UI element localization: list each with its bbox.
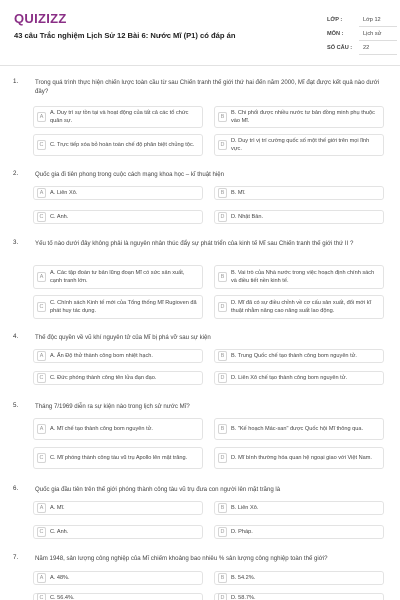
- worksheet-header: [0, 0, 400, 66]
- option-text: B. 54.2%.: [231, 575, 256, 581]
- option-letter-badge: A: [37, 188, 46, 198]
- option-c[interactable]: [33, 593, 203, 600]
- option-b[interactable]: [214, 349, 384, 363]
- option-letter-badge: A: [37, 424, 46, 434]
- option-c[interactable]: [33, 134, 203, 156]
- option-a[interactable]: [33, 418, 203, 440]
- meta-underline: [359, 26, 397, 27]
- option-b[interactable]: [214, 186, 384, 200]
- option-a[interactable]: [33, 571, 203, 585]
- quizizz-logo: QUIZIZZ: [14, 11, 67, 26]
- question-text: Yếu tố nào dưới đây không phải là nguyên nhân thúc đẩy sự phát triển của kinh tế Mĩ sau Chiến tranh thế giới thứ II ?: [35, 240, 354, 247]
- option-letter-badge: D: [218, 593, 227, 600]
- option-letter-badge: B: [218, 503, 227, 513]
- option-text: C. Anh.: [50, 529, 69, 535]
- option-b[interactable]: [214, 265, 384, 289]
- option-text: D. 58.7%.: [231, 595, 256, 600]
- option-letter-badge: A: [37, 351, 46, 361]
- option-letter-badge: C: [37, 373, 46, 383]
- option-letter-badge: D: [218, 527, 227, 537]
- option-letter-badge: C: [37, 140, 46, 150]
- option-text: C. Anh.: [50, 214, 69, 220]
- option-a[interactable]: [33, 501, 203, 515]
- option-letter-badge: C: [37, 453, 46, 463]
- option-letter-badge: A: [37, 573, 46, 583]
- option-text: A. 48%.: [50, 575, 70, 581]
- option-text: A. Duy trì sự tồn tại và hoạt động của tất cả các tổ chức quân sự.: [50, 110, 189, 124]
- option-text: B. Vai trò của Nhà nước trong việc hoạch định chính sách và điều tiết nền kinh tế.: [231, 270, 375, 284]
- option-d[interactable]: [214, 295, 384, 319]
- question-number: 2.: [13, 170, 19, 177]
- option-d[interactable]: [214, 593, 384, 600]
- option-letter-badge: B: [218, 112, 227, 122]
- meta-value: 22: [363, 45, 370, 51]
- option-letter-badge: C: [37, 593, 46, 600]
- option-text: B. "Kế hoạch Mác-san" được Quốc hội Mĩ thông qua.: [231, 426, 364, 432]
- option-text: B. Trung Quốc chế tạo thành công bom nguyên tử.: [231, 353, 357, 359]
- option-text: A. Liên Xô.: [50, 190, 78, 196]
- option-text: B. Mĩ.: [231, 190, 246, 196]
- option-b[interactable]: [214, 418, 384, 440]
- option-c[interactable]: [33, 447, 203, 469]
- option-text: C. Chính sách Kinh tế mới của Tổng thống Mĩ Rugioven đã phát huy tác dụng.: [50, 300, 197, 314]
- option-text: D. Nhật Bản.: [231, 214, 264, 220]
- option-text: D. Pháp.: [231, 529, 253, 535]
- option-letter-badge: D: [218, 373, 227, 383]
- question-text: Quốc gia đi tiên phong trong cuộc cách mạng khoa học – kĩ thuật hiện: [35, 171, 225, 178]
- option-text: D. Mĩ đã có sự điều chỉnh về cơ cấu sản xuất, đổi mới kĩ thuật nhằm nâng cao năng suất lao động.: [231, 300, 372, 314]
- option-letter-badge: D: [218, 302, 227, 312]
- option-letter-badge: B: [218, 573, 227, 583]
- option-letter-badge: D: [218, 453, 227, 463]
- question-text: Quốc gia đầu tiên trên thế giới phóng thành công tàu vũ trụ đưa con người lên mặt trăng là: [35, 486, 281, 493]
- option-text: D. Mĩ bình thường hóa quan hệ ngoại giao với Việt Nam.: [231, 455, 372, 461]
- option-letter-badge: A: [37, 112, 46, 122]
- option-a[interactable]: [33, 106, 203, 128]
- option-d[interactable]: [214, 371, 384, 385]
- option-text: C. Trực tiếp xóa bỏ hoàn toàn chế độ phân biệt chủng tộc.: [50, 142, 195, 148]
- option-letter-badge: C: [37, 212, 46, 222]
- meta-value: Lịch sử: [363, 31, 382, 37]
- option-a[interactable]: [33, 265, 203, 289]
- question-number: 3.: [13, 239, 19, 246]
- option-c[interactable]: [33, 210, 203, 224]
- option-b[interactable]: [214, 106, 384, 128]
- worksheet-title: 43 câu Trắc nghiệm Lịch Sử 12 Bài 6: Nước Mĩ (P1) có đáp án: [14, 31, 236, 40]
- option-text: A. Ấn Độ thử thành công bom nhiệt hạch.: [50, 353, 153, 359]
- option-letter-badge: D: [218, 140, 227, 150]
- option-a[interactable]: [33, 349, 203, 363]
- option-d[interactable]: [214, 447, 384, 469]
- option-text: A. Các tập đoàn tư bản lũng đoạn Mĩ có sức sản xuất, cạnh tranh lớn.: [50, 270, 185, 284]
- meta-label: MÔN :: [327, 31, 344, 37]
- option-letter-badge: C: [37, 302, 46, 312]
- meta-label: LỚP :: [327, 17, 343, 23]
- option-letter-badge: B: [218, 424, 227, 434]
- option-text: D. Liên Xô chế tạo thành công bom nguyên tử.: [231, 375, 348, 381]
- option-letter-badge: A: [37, 272, 46, 282]
- option-text: C. 56.4%.: [50, 595, 75, 600]
- meta-underline: [359, 40, 397, 41]
- option-text: B. Liên Xô.: [231, 505, 259, 511]
- option-letter-badge: B: [218, 351, 227, 361]
- option-letter-badge: C: [37, 527, 46, 537]
- option-d[interactable]: [214, 525, 384, 539]
- option-c[interactable]: [33, 295, 203, 319]
- option-a[interactable]: [33, 186, 203, 200]
- option-c[interactable]: [33, 525, 203, 539]
- option-letter-badge: B: [218, 272, 227, 282]
- option-text: B. Chi phối được nhiều nước tư bản đồng minh phụ thuộc vào Mĩ.: [231, 110, 375, 124]
- meta-underline: [359, 54, 397, 55]
- option-letter-badge: A: [37, 503, 46, 513]
- option-b[interactable]: [214, 571, 384, 585]
- option-text: C. Mĩ phóng thành công tàu vũ trụ Apollo lên mặt trăng.: [50, 455, 188, 461]
- question-number: 4.: [13, 333, 19, 340]
- option-letter-badge: D: [218, 212, 227, 222]
- question-text: Năm 1948, sản lượng công nghiệp của Mĩ chiếm khoảng bao nhiêu % sản lượng công nghiệp toàn thế giới?: [35, 555, 328, 562]
- option-d[interactable]: [214, 134, 384, 156]
- option-c[interactable]: [33, 371, 203, 385]
- meta-label: SỐ CÂU :: [327, 45, 353, 51]
- meta-value: Lớp 12: [363, 17, 381, 23]
- question-text: Trong quá trình thực hiện chiến lược toàn cầu từ sau Chiến tranh thế giới thứ hai đến năm 2000, Mĩ đạt được kết quả nào dưới đây?: [35, 79, 380, 95]
- option-d[interactable]: [214, 210, 384, 224]
- question-number: 6.: [13, 485, 19, 492]
- option-letter-badge: B: [218, 188, 227, 198]
- option-text: A. Mĩ chế tạo thành công bom nguyên tử.: [50, 426, 153, 432]
- question-number: 5.: [13, 402, 19, 409]
- option-text: D. Duy trì vị trí cường quốc số một thế giới trên mọi lĩnh vực.: [231, 138, 370, 152]
- option-b[interactable]: [214, 501, 384, 515]
- question-text: Thế độc quyền về vũ khí nguyên tử của Mĩ bị phá vỡ sau sự kiện: [35, 334, 211, 341]
- question-number: 7.: [13, 554, 19, 561]
- option-text: A. Mĩ.: [50, 505, 65, 511]
- option-text: C. Đức phóng thành công tên lửa đạn đạo.: [50, 375, 157, 381]
- question-text: Tháng 7/1969 diễn ra sự kiện nào trong lịch sử nước Mĩ?: [35, 403, 190, 410]
- question-number: 1.: [13, 78, 19, 85]
